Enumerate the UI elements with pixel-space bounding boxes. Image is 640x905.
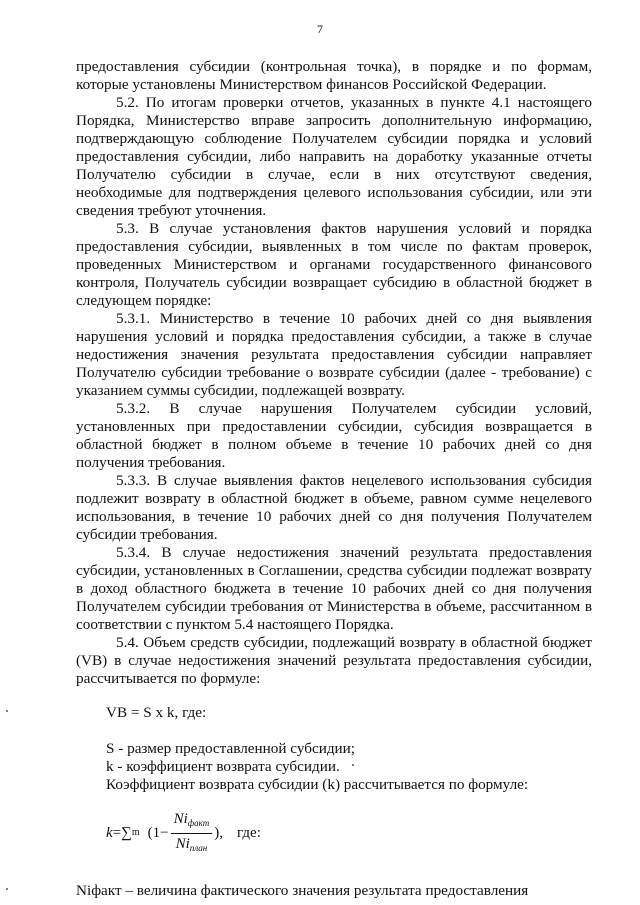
formula-open: (1− [147, 825, 169, 841]
paragraph-nifakt: Niфакт – величина фактического значения результата предоставления [76, 882, 529, 899]
formula-fraction [171, 810, 213, 857]
paragraph-5-3: 5.3. В случае установления фактов нарушения условий и порядка предоставления субсидии, выявленных в том числе по фактам проверок, проведенных Министерством и органами государственного финансового контроля, Получатель субсидии возвращает субсидию в областной бюджет в следующем порядке: [76, 220, 592, 309]
formula-close: ), [214, 825, 224, 841]
formula-sum-sign: ∑ [121, 825, 132, 841]
numerator-sub: факт [187, 817, 210, 828]
numerator-var: Ni [173, 810, 188, 827]
scan-speck [6, 888, 8, 890]
paragraph-5-3-3: 5.3.3. В случае выявления фактов нецелевого использования субсидия подлежит возврату в областной бюджет в объеме, равном сумме нецелевого использования, в течение 10 рабочих дней со дня получения Получателем субсидии требования. [76, 472, 592, 543]
definition-k-formula: Коэффициент возврата субсидии (k) рассчитывается по формуле: [106, 776, 529, 793]
denominator-sub: план [189, 842, 208, 853]
paragraph-0: предоставления субсидии (контрольная точка), в порядке и по формам, которые установлены Министерством финансов Российской Федерации. [76, 58, 592, 93]
paragraph-5-4: 5.4. Объем средств субсидии, подлежащий возврату в областной бюджет (VB) в случае недостижения значений результата предоставления субсидии, рассчитывается по формуле: [76, 634, 592, 687]
page-number: 7 [317, 22, 323, 36]
definition-k: k - коэффициент возврата субсидии. [106, 758, 340, 775]
scan-speck [352, 764, 354, 766]
formula-lhs: k [106, 825, 113, 841]
definitions [76, 740, 592, 794]
formula-tail: где: [237, 825, 261, 841]
paragraph-5-3-4: 5.3.4. В случае недостижения значений результата предоставления субсидии, установленных в Соглашении, средства субсидии подлежат возврату в доход областного бюджета в течение 10 рабочих дней со дня получения Получателем субсидии требования от Министерства в объеме, рассчитанном в соответствии с пунктом 5.4 настоящего Порядка. [76, 544, 592, 633]
formula-vb: VB = S x k, где: [106, 704, 207, 721]
paragraph-5-2: 5.2. По итогам проверки отчетов, указанных в пункте 4.1 настоящего Порядка, Министерство вправе запросить дополнительную информацию, подтверждающую соблюдение Получателем субсидии порядка и условий предоставления субсидии, либо направить на доработку указанные отчеты Получателю субсидии в случае, если в них отсутствуют сведения, необходимые для подтверждения целевого использования субсидии, или эти сведения требуют уточнения. [76, 94, 592, 219]
formula-numerator [171, 810, 213, 834]
denominator-var: Ni [175, 835, 190, 852]
paragraph-5-3-2: 5.3.2. В случае нарушения Получателем субсидии условий, установленных при предоставлении субсидии, субсидия возвращается в областной бюджет в полном объеме в течение 10 рабочих дней со дня получения требования. [76, 400, 592, 471]
paragraph-5-3-1: 5.3.1. Министерство в течение 10 рабочих дней со дня выявления нарушения условий и порядка предоставления субсидии, а также в случае недостижения значения результата предоставления субсидии направляет Получателю субсидии требование о возврате субсидии (далее - требование) с указанием суммы субсидии, подлежащей возврату. [76, 310, 592, 399]
formula-sum-sup: m [131, 827, 140, 838]
definition-s: S - размер предоставленной субсидии; [106, 740, 356, 757]
document-body [76, 58, 592, 900]
formula-k [76, 802, 592, 864]
scan-speck [6, 710, 8, 712]
formula-eq: = [112, 825, 122, 841]
formula-denominator [173, 834, 211, 857]
